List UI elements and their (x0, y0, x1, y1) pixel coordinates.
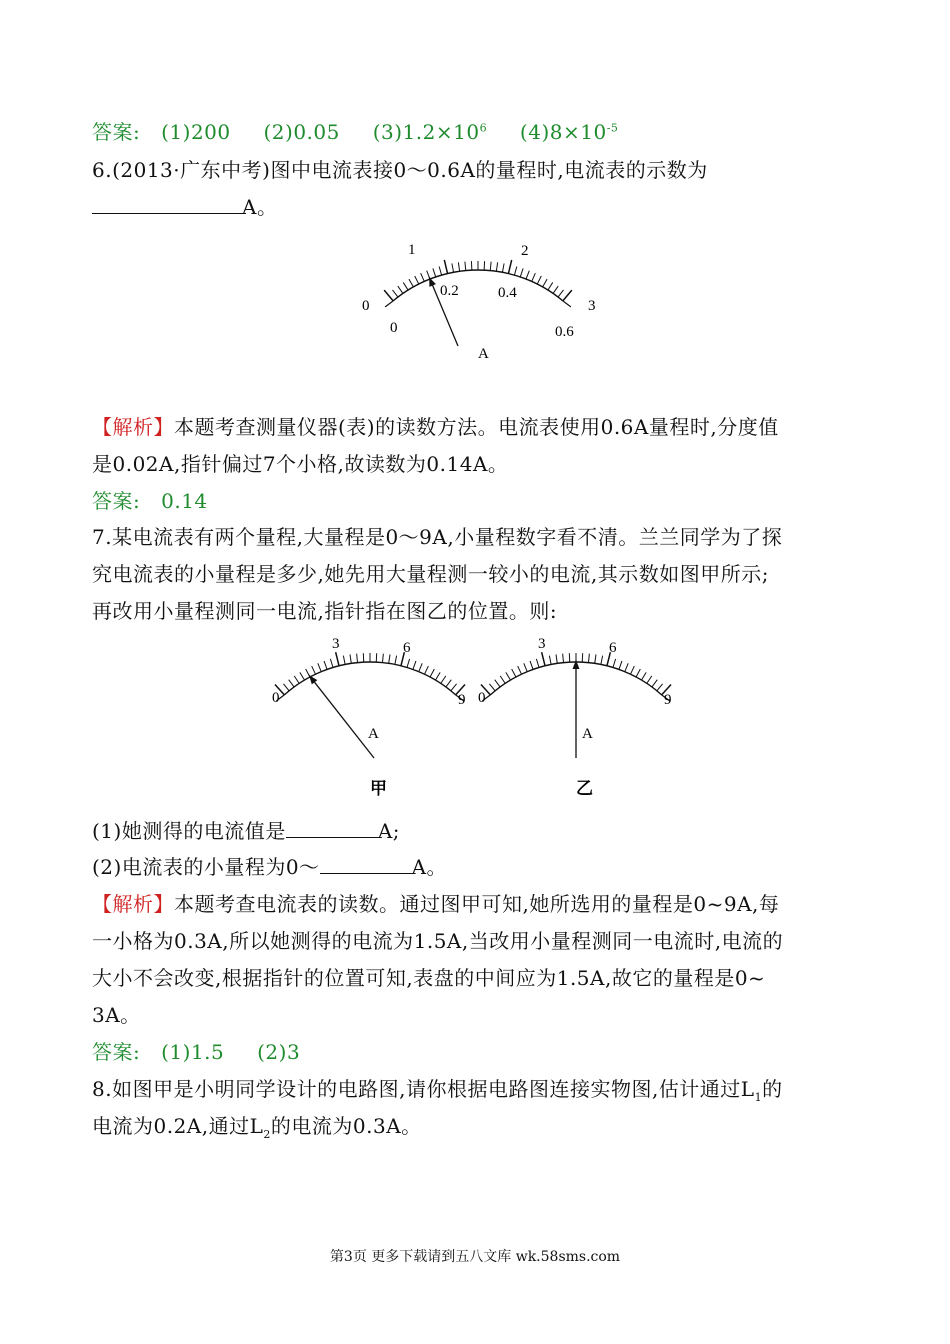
q6-stem: 6.(2013·广东中考)图中电流表接0～0.6A的量程时,电流表的示数为 (92, 158, 708, 182)
analysis-text: 本题考查测量仪器(表)的读数方法。电流表使用0.6A量程时,分度值 (174, 415, 779, 439)
q7-stem-3: 再改用小量程测同一电流,指针指在图乙的位置。则: (92, 599, 558, 623)
subscript: 1 (754, 1091, 763, 1104)
q7-analysis-4: 3A。 (92, 1003, 141, 1027)
answer-blank[interactable] (92, 193, 242, 214)
q7-analysis-3: 大小不会改变,根据指针的位置可知,表盘的中间应为1.5A,故它的量程是0~ (92, 966, 766, 990)
q7-analysis-1 (92, 890, 779, 918)
minor-tick (436, 672, 441, 680)
answer-blank[interactable] (320, 853, 412, 874)
minor-tick (496, 262, 497, 271)
q6-analysis-2: 是0.02A,指针偏过7个小格,故读数为0.14A。 (92, 452, 509, 476)
q6-blank-line (92, 193, 277, 221)
minor-tick (419, 663, 422, 671)
caption-yi: 乙 (576, 779, 593, 798)
q7-figure-jia (262, 630, 482, 805)
answer-label: 答案: (92, 120, 141, 144)
q7-sub-1 (92, 817, 400, 845)
answer-part-2: (2)0.05 (263, 120, 340, 144)
analysis-tag: 【解析】 (92, 892, 174, 916)
scale-6: 6 (609, 640, 617, 656)
minor-tick (530, 661, 533, 669)
minor-tick (395, 656, 397, 665)
minor-tick (526, 271, 529, 279)
minor-tick (392, 290, 397, 297)
minor-tick (433, 268, 436, 277)
subscript: 2 (263, 1128, 271, 1141)
major-tick (563, 290, 572, 301)
bottom-scale-0-4: 0.4 (498, 285, 517, 301)
minor-tick (489, 684, 495, 691)
answer-part-4: (4)8×10 (519, 120, 607, 144)
minor-tick (553, 286, 558, 293)
minor-tick (595, 654, 596, 663)
sub-question-text: (2)电流表的小量程为0～ (92, 855, 320, 879)
top-scale-3: 3 (588, 298, 596, 314)
minor-tick (563, 654, 564, 663)
q7-answer (92, 1038, 300, 1066)
answer-value: 0.14 (161, 489, 208, 513)
minor-tick (520, 268, 523, 277)
scale-9: 9 (664, 692, 672, 708)
minor-tick (458, 262, 459, 271)
minor-tick (502, 263, 504, 272)
minor-tick (415, 276, 419, 284)
minor-tick (556, 654, 557, 663)
major-tick (542, 652, 545, 666)
minor-tick (283, 684, 289, 691)
unit: A。 (242, 195, 278, 219)
minor-tick (398, 286, 403, 293)
answer-part-1: (1)200 (161, 120, 231, 144)
major-tick (384, 290, 393, 301)
top-scale-1: 1 (408, 242, 416, 258)
minor-tick (465, 262, 466, 271)
q6-analysis-1 (92, 413, 779, 441)
q8-line-1 (92, 1075, 783, 1103)
minor-tick (532, 273, 536, 281)
minor-tick (518, 666, 522, 674)
minor-tick (613, 659, 616, 668)
minor-tick (500, 676, 505, 683)
minor-tick (441, 676, 446, 683)
ammeter-dial (384, 260, 572, 346)
minor-tick (495, 680, 500, 687)
pointer-needle (309, 675, 374, 758)
minor-tick (382, 654, 383, 663)
minor-tick (657, 684, 663, 691)
q7-sub-2 (92, 853, 447, 881)
answer-part-1: (1)1.5 (161, 1040, 225, 1064)
minor-tick (512, 669, 516, 677)
q5-answer (92, 118, 618, 146)
minor-tick (324, 661, 327, 669)
bottom-scale-0-2: 0.2 (440, 283, 459, 299)
q6-answer (92, 487, 208, 515)
minor-tick (357, 654, 358, 663)
scale-3: 3 (538, 636, 546, 652)
minor-tick (312, 666, 316, 674)
major-tick (336, 652, 339, 666)
minor-tick (430, 669, 434, 677)
minor-tick (413, 661, 416, 669)
q8-line-2 (92, 1112, 422, 1140)
minor-tick (588, 654, 589, 663)
q7-stem-1: 7.某电流表有两个量程,大量程是0～9A,小量程数字看不清。兰兰同学为了探 (92, 525, 783, 549)
scale-3: 3 (332, 636, 340, 652)
scale-0: 0 (272, 690, 280, 706)
ammeter-dial (275, 652, 465, 758)
minor-tick (407, 659, 410, 668)
minor-tick (403, 282, 408, 290)
minor-tick (294, 676, 299, 683)
pointer-arrowhead (309, 675, 317, 684)
minor-tick (343, 656, 345, 665)
top-scale-2: 2 (521, 243, 529, 259)
text: 电流为0.2A,通过L (92, 1114, 264, 1138)
q6-ammeter-figure (350, 232, 610, 372)
minor-tick (625, 663, 628, 671)
minor-tick (389, 654, 390, 663)
top-scale-0: 0 (362, 298, 370, 314)
minor-tick (543, 279, 547, 287)
minor-tick (514, 266, 516, 275)
minor-tick (630, 666, 634, 674)
ammeter-label: A (582, 726, 593, 742)
text: 8.如图甲是小明同学设计的电路图,请你根据电路图连接实物图,估计通过L (92, 1077, 755, 1101)
scale-6: 6 (403, 640, 411, 656)
q7-analysis-2: 一小格为0.3A,所以她测得的电流为1.5A,当改用小量程测同一电流时,电流的 (92, 929, 784, 953)
dial-end (563, 301, 571, 307)
minor-tick (452, 263, 454, 272)
minor-tick (330, 659, 333, 668)
caption-jia: 甲 (370, 779, 387, 798)
text: 的电流为0.3A。 (270, 1114, 422, 1138)
page-footer: 第3页 更多下载请到五八文库 wk.58sms.com (329, 1249, 621, 1265)
answer-blank[interactable] (286, 817, 378, 838)
minor-tick (300, 672, 305, 680)
analysis-text: 本题考查电流表的读数。通过图甲可知,她所选用的量程是0~9A,每 (174, 892, 780, 916)
major-tick (444, 260, 447, 274)
bottom-scale-0-6: 0.6 (555, 324, 574, 340)
minor-tick (636, 669, 640, 677)
scale-0: 0 (478, 690, 486, 706)
minor-tick (642, 672, 647, 680)
exponent: 6 (479, 121, 488, 135)
minor-tick (549, 656, 551, 665)
dial-arc (393, 270, 563, 301)
minor-tick (537, 276, 541, 284)
scale-9: 9 (458, 692, 466, 708)
ammeter-label: A (478, 346, 489, 362)
text: 的 (762, 1077, 783, 1101)
answer-part-2: (2)3 (257, 1040, 301, 1064)
minor-tick (536, 659, 539, 668)
minor-tick (652, 680, 657, 687)
minor-tick (289, 680, 294, 687)
minor-tick (548, 282, 553, 290)
minor-tick (619, 661, 622, 669)
answer-label: 答案: (92, 489, 141, 513)
answer-part-3: (3)1.2×10 (372, 120, 480, 144)
major-tick (508, 260, 511, 274)
unit: A。 (411, 855, 448, 879)
exponent: -5 (606, 121, 619, 135)
answer-label: 答案: (92, 1040, 141, 1064)
minor-tick (490, 262, 491, 271)
minor-tick (558, 290, 563, 297)
minor-tick (318, 663, 321, 671)
minor-tick (647, 676, 652, 683)
q7-figure-yi (468, 630, 688, 805)
unit: A; (377, 819, 401, 843)
minor-tick (524, 663, 527, 671)
dial-end (385, 301, 393, 307)
sub-question-text: (1)她测得的电流值是 (92, 819, 286, 843)
bottom-scale-0: 0 (390, 320, 398, 336)
minor-tick (424, 666, 428, 674)
minor-tick (421, 273, 425, 281)
minor-tick (451, 684, 457, 691)
minor-tick (601, 656, 603, 665)
minor-tick (446, 680, 451, 687)
ammeter-dial (481, 652, 671, 758)
minor-tick (506, 672, 511, 680)
minor-tick (409, 279, 413, 287)
ammeter-label: A (368, 726, 379, 742)
analysis-tag: 【解析】 (92, 415, 174, 439)
minor-tick (350, 654, 351, 663)
minor-tick (439, 266, 441, 275)
q7-stem-2: 究电流表的小量程是多少,她先用大量程测一较小的电流,其示数如图甲所示; (92, 562, 769, 586)
